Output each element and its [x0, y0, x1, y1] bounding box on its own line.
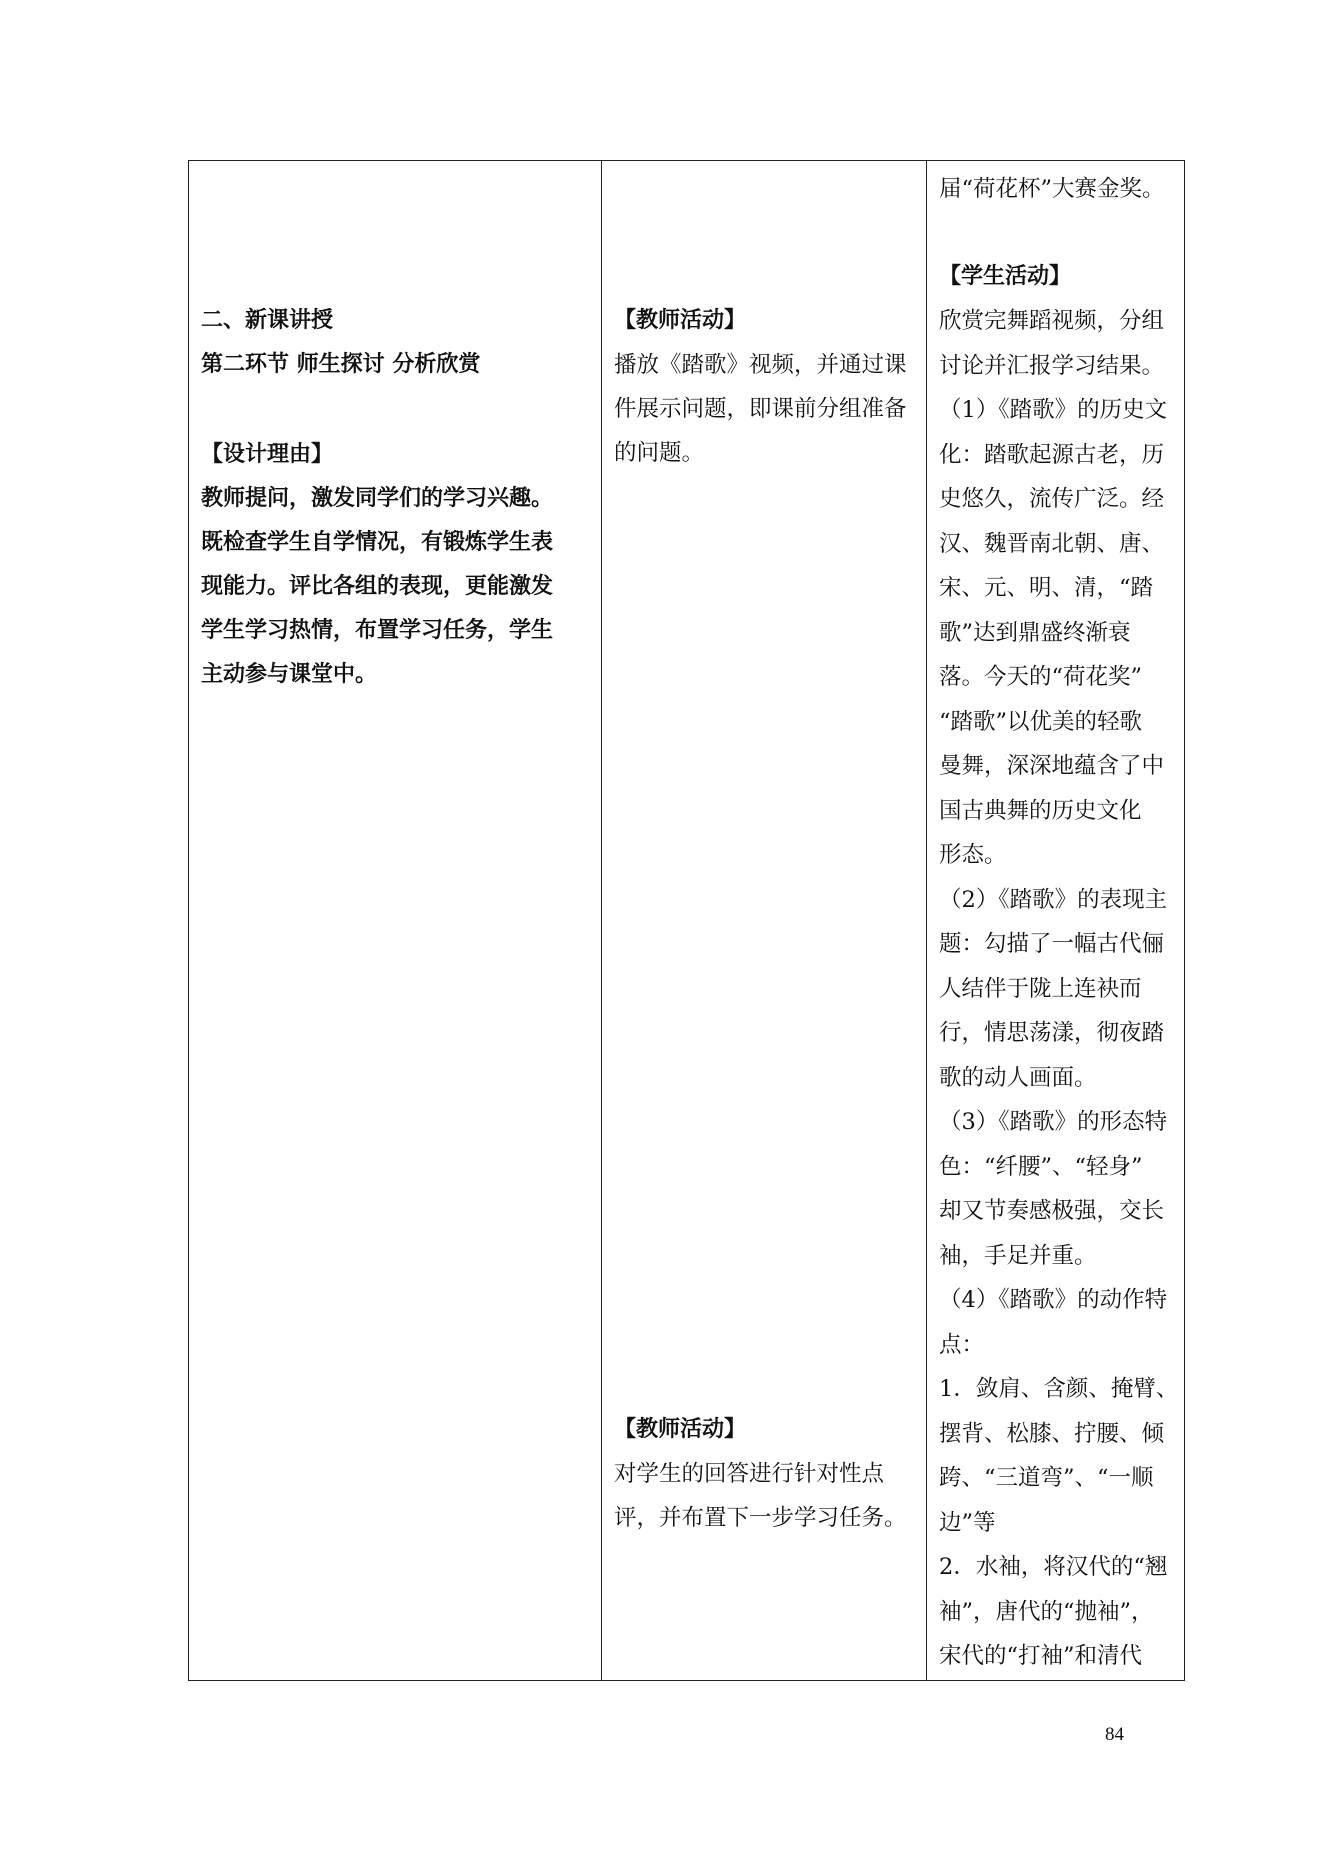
- student-activity-line: 2．水袖，将汉代的“翘: [939, 1554, 1168, 1580]
- student-activity-line: （3）《踏歌》的形态特: [939, 1109, 1168, 1135]
- student-activity-line: 歌”达到鼎盛终渐衰: [939, 619, 1131, 646]
- teacher-activity-line: 评，并布置下一步学习任务。: [614, 1505, 907, 1531]
- student-activity-line: 史悠久，流传广泛。经: [939, 486, 1165, 512]
- student-activity-line: （4）《踏歌》的动作特: [939, 1287, 1168, 1313]
- teacher-activity-label: 【教师活动】: [614, 308, 747, 333]
- student-activity-line: 落。今天的“荷花奖”: [939, 664, 1143, 690]
- section-heading: 二、新课讲授: [201, 308, 334, 333]
- student-activity-line: 汉、魏晋南北朝、唐、: [939, 530, 1165, 557]
- student-activity-line: 歌的动人画面。: [939, 1064, 1097, 1091]
- page-number: 84: [1105, 1724, 1124, 1745]
- lesson-plan-table: [188, 160, 1185, 1681]
- student-activity-line: 形态。: [939, 842, 1007, 868]
- student-activity-line: 点：: [939, 1331, 985, 1358]
- student-activity-line: 1．敛肩、含颜、掩臂、: [939, 1376, 1179, 1402]
- teacher-activity-line: 件展示问题，即课前分组准备: [614, 396, 907, 422]
- carryover-line: 届“荷花杯”大赛金奖。: [939, 176, 1165, 202]
- student-activity-line: 题：勾描了一幅古代俪: [939, 931, 1165, 957]
- student-activity-line: 边”等: [939, 1509, 996, 1536]
- student-activity-line: 宋、元、明、清，“踏: [939, 575, 1154, 601]
- student-activity-line: “踏歌”以优美的轻歌: [939, 708, 1143, 735]
- student-activity-line: 却又节奏感极强，交长: [939, 1198, 1165, 1224]
- student-activity-line: 色：“纤腰”、“轻身”: [939, 1153, 1143, 1180]
- student-activity-line: 化：踏歌起源古老，历: [939, 441, 1165, 468]
- rationale-line: 既检查学生自学情况，有锻炼学生表: [201, 530, 554, 555]
- student-activity-line: 摆背、松膝、拧腰、倾: [939, 1420, 1165, 1447]
- rationale-line: 现能力。评比各组的表现，更能激发: [201, 574, 554, 599]
- student-activity-line: 跨、“三道弯”、“一顺: [939, 1465, 1154, 1491]
- student-activity-line: 曼舞，深深地蕴含了中: [939, 753, 1165, 779]
- student-activity-line: 袖，手足并重。: [939, 1242, 1097, 1269]
- table-row: [189, 161, 1185, 1681]
- teacher-activity-line: 对学生的回答进行针对性点: [614, 1461, 885, 1487]
- design-rationale-cell: [189, 161, 602, 1681]
- rationale-label: 【设计理由】: [201, 442, 334, 467]
- student-activity-line: 讨论并汇报学习结果。: [939, 352, 1165, 379]
- student-activity-label: 【学生活动】: [939, 264, 1072, 289]
- student-activity-line: 宋代的“打袖”和清代: [939, 1643, 1143, 1669]
- teacher-activity-line: 播放《踏歌》视频，并通过课: [614, 352, 907, 378]
- student-activity-line: （2）《踏歌》的表现主: [939, 886, 1168, 913]
- teacher-activity-line: 的问题。: [614, 440, 705, 466]
- student-activity-line: 欣赏完舞蹈视频，分组: [939, 308, 1165, 334]
- student-activity-line: 袖”，唐代的“抛袖”，: [939, 1598, 1154, 1625]
- student-activity-line: 行，情思荡漾，彻夜踏: [939, 1020, 1165, 1046]
- student-activity-line: 国古典舞的历史文化: [939, 797, 1142, 824]
- teacher-activity-label: 【教师活动】: [614, 1417, 747, 1442]
- rationale-line: 教师提问，激发同学们的学习兴趣。: [201, 486, 554, 511]
- step-heading: 第二环节 师生探讨 分析欣赏: [201, 352, 481, 377]
- rationale-line: 学生学习热情，布置学习任务，学生: [201, 618, 554, 643]
- rationale-line: 主动参与课堂中。: [201, 662, 378, 687]
- student-activity-line: 人结伴于陇上连袂而: [939, 975, 1142, 1002]
- student-activity-cell: [927, 161, 1185, 1681]
- student-activity-line: （1）《踏歌》的历史文: [939, 397, 1168, 423]
- teacher-activity-cell: [602, 161, 927, 1681]
